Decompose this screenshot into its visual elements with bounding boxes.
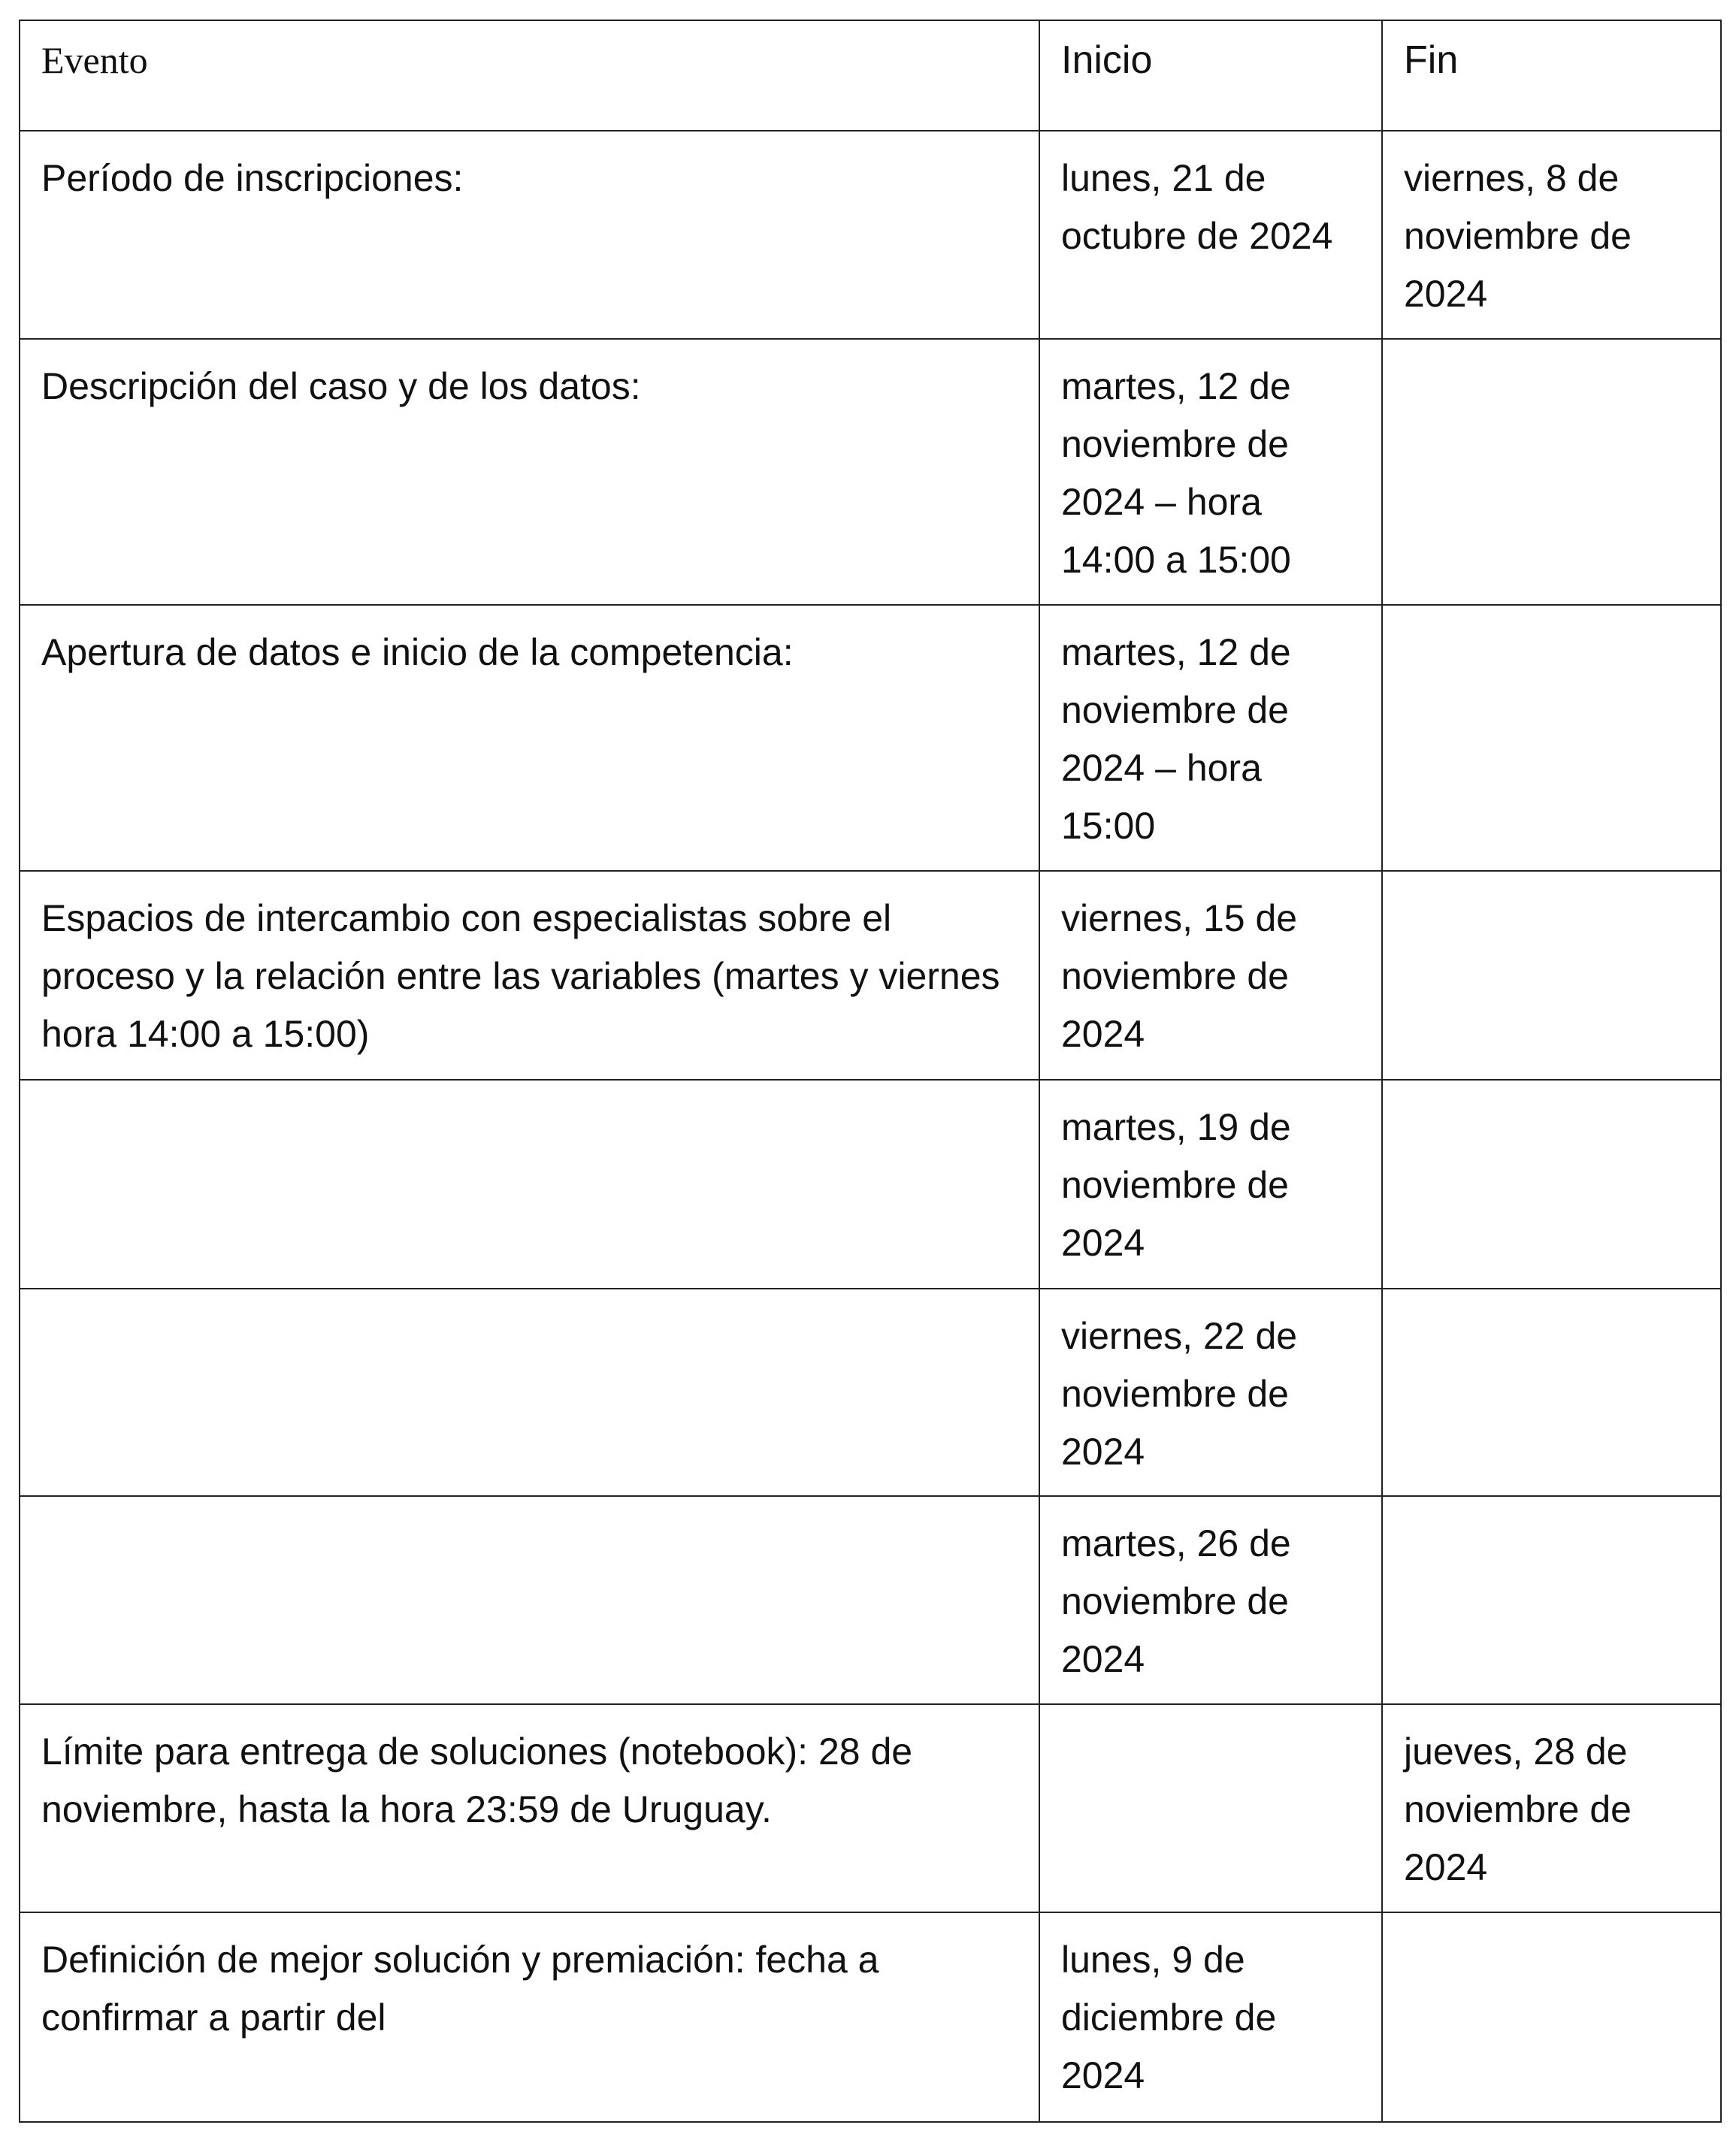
cell-evento: Apertura de datos e inicio de la competencia:	[20, 605, 1039, 871]
cell-inicio: viernes, 15 de noviembre de 2024	[1039, 871, 1382, 1080]
cell-fin	[1382, 605, 1721, 871]
table-row	[20, 1496, 1721, 1704]
table-row	[20, 605, 1721, 871]
cell-fin	[1382, 1080, 1721, 1289]
table-row	[20, 1704, 1721, 1912]
table-row	[20, 1080, 1721, 1289]
table-row	[20, 1912, 1721, 2122]
cell-inicio: martes, 12 de noviembre de 2024 – hora 15:00	[1039, 605, 1382, 871]
header-evento: Evento	[20, 20, 1039, 131]
cell-evento: Descripción del caso y de los datos:	[20, 339, 1039, 605]
cell-inicio: martes, 26 de noviembre de 2024	[1039, 1496, 1382, 1704]
cell-fin	[1382, 1289, 1721, 1496]
table-row	[20, 1289, 1721, 1496]
cell-fin	[1382, 1912, 1721, 2122]
table-row	[20, 131, 1721, 339]
cell-inicio	[1039, 1704, 1382, 1912]
cell-evento: Definición de mejor solución y premiación: fecha a confirmar a partir del	[20, 1912, 1039, 2122]
cell-inicio: lunes, 9 de diciembre de 2024	[1039, 1912, 1382, 2122]
cell-evento: Período de inscripciones:	[20, 131, 1039, 339]
cell-evento	[20, 1289, 1039, 1496]
cell-inicio: martes, 12 de noviembre de 2024 – hora 14:00 a 15:00	[1039, 339, 1382, 605]
header-fin: Fin	[1382, 20, 1721, 131]
cell-evento: Espacios de intercambio con especialistas sobre el proceso y la relación entre las variables (martes y viernes hora 14:00 a 15:00)	[20, 871, 1039, 1080]
cell-evento	[20, 1496, 1039, 1704]
cell-fin: viernes, 8 de noviembre de 2024	[1382, 131, 1721, 339]
cell-fin: jueves, 28 de noviembre de 2024	[1382, 1704, 1721, 1912]
table-row	[20, 339, 1721, 605]
schedule-table	[19, 20, 1722, 2123]
cell-inicio: lunes, 21 de octubre de 2024	[1039, 131, 1382, 339]
cell-fin	[1382, 871, 1721, 1080]
cell-inicio: martes, 19 de noviembre de 2024	[1039, 1080, 1382, 1289]
table-header-row	[20, 20, 1721, 131]
cell-evento	[20, 1080, 1039, 1289]
cell-fin	[1382, 339, 1721, 605]
table-row	[20, 871, 1721, 1080]
cell-fin	[1382, 1496, 1721, 1704]
header-inicio: Inicio	[1039, 20, 1382, 131]
cell-inicio: viernes, 22 de noviembre de 2024	[1039, 1289, 1382, 1496]
cell-evento: Límite para entrega de soluciones (notebook): 28 de noviembre, hasta la hora 23:59 de Uruguay.	[20, 1704, 1039, 1912]
